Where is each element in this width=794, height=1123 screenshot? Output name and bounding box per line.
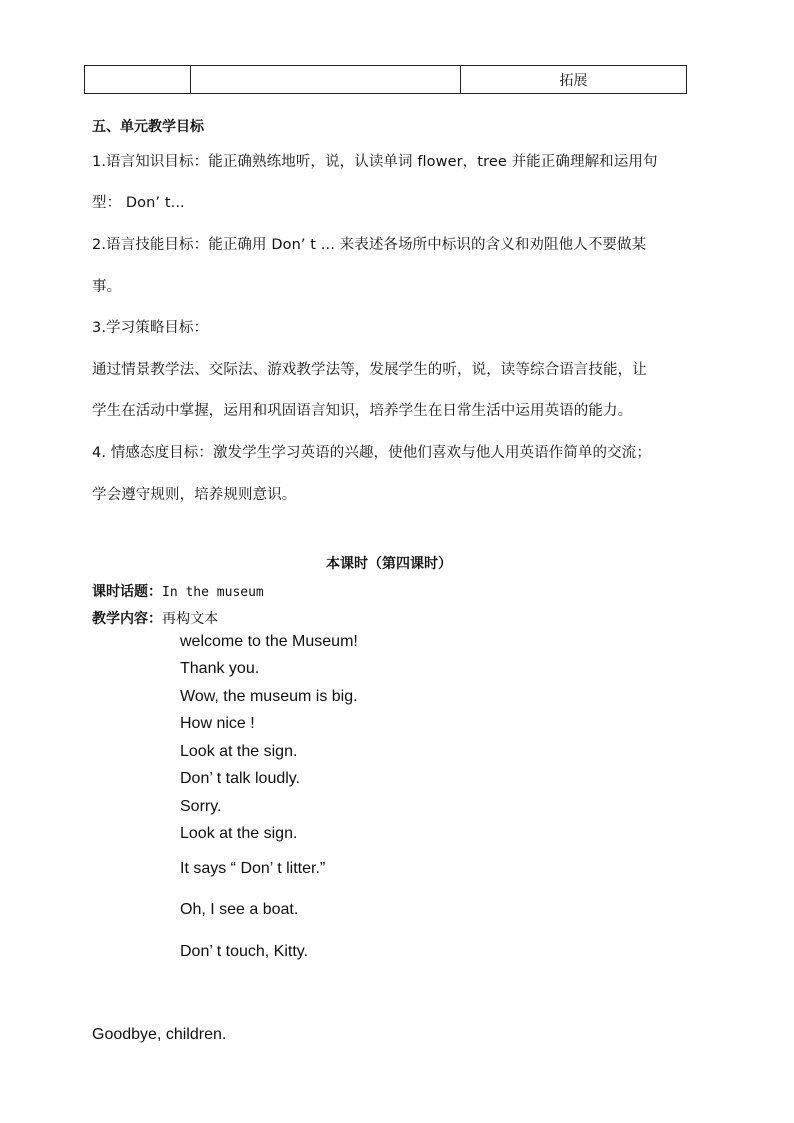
- table-cell: [191, 66, 461, 94]
- goal-4-line-1: 4. 情感态度目标：激发学生学习英语的兴趣，使他们喜欢与他人用英语作简单的交流；: [92, 445, 651, 461]
- dialogue-line: Sorry.: [180, 798, 222, 815]
- goal-3-heading: 3.学习策略目标：: [92, 320, 209, 336]
- content-value: 再构文本: [162, 611, 219, 627]
- table-row: [85, 66, 687, 94]
- goal-3-line-1: 通过情景教学法、交际法、游戏教学法等，发展学生的听，说，读等综合语言技能，让: [92, 362, 647, 378]
- topic-line: [92, 581, 264, 601]
- goal-1-line-1: 1.语言知识目标：能正确熟练地听，说，认读单词 flower，tree 并能正确理解和运用句: [92, 154, 658, 170]
- goal-3-line-2: 学生在活动中掌握，运用和巩固语言知识，培养学生在日常生活中运用英语的能力。: [92, 403, 633, 419]
- closing-line: Goodbye, children.: [92, 1026, 227, 1043]
- dialogue-line: Thank you.: [180, 660, 260, 677]
- dialogue-line: Wow, the museum is big.: [180, 688, 358, 705]
- top-table: [84, 65, 687, 94]
- lesson-title: 本课时（第四课时）: [326, 556, 452, 572]
- table-cell: [85, 66, 191, 94]
- dialogue-line: Look at the sign.: [180, 825, 298, 842]
- dialogue-line: Don’ t talk loudly.: [180, 770, 301, 787]
- dialogue-line: It says “ Don’ t litter.”: [180, 860, 326, 877]
- topic-value: In the museum: [162, 585, 264, 600]
- content-label: 教学内容：: [92, 611, 162, 627]
- table-cell: 拓展: [461, 66, 687, 94]
- section-heading: 五、单元教学目标: [92, 119, 204, 135]
- goal-2-line-2: 事。: [92, 279, 122, 295]
- goal-4-line-2: 学会遵守规则，培养规则意识。: [92, 487, 297, 503]
- content-line: [92, 608, 218, 628]
- dialogue-line: welcome to the Museum!: [180, 633, 358, 650]
- dialogue-line: Don’ t touch, Kitty.: [180, 943, 309, 960]
- dialogue-line: How nice !: [180, 715, 255, 732]
- topic-label: 课时话题：: [92, 584, 162, 600]
- dialogue-line: Oh, I see a boat.: [180, 901, 299, 918]
- goal-2-line-1: 2.语言技能目标：能正确用 Don’ t ... 来表述各场所中标识的含义和劝阻他人不要做某: [92, 237, 647, 253]
- dialogue-line: Look at the sign.: [180, 743, 298, 760]
- goal-1-line-2: 型： Don’ t...: [92, 195, 185, 211]
